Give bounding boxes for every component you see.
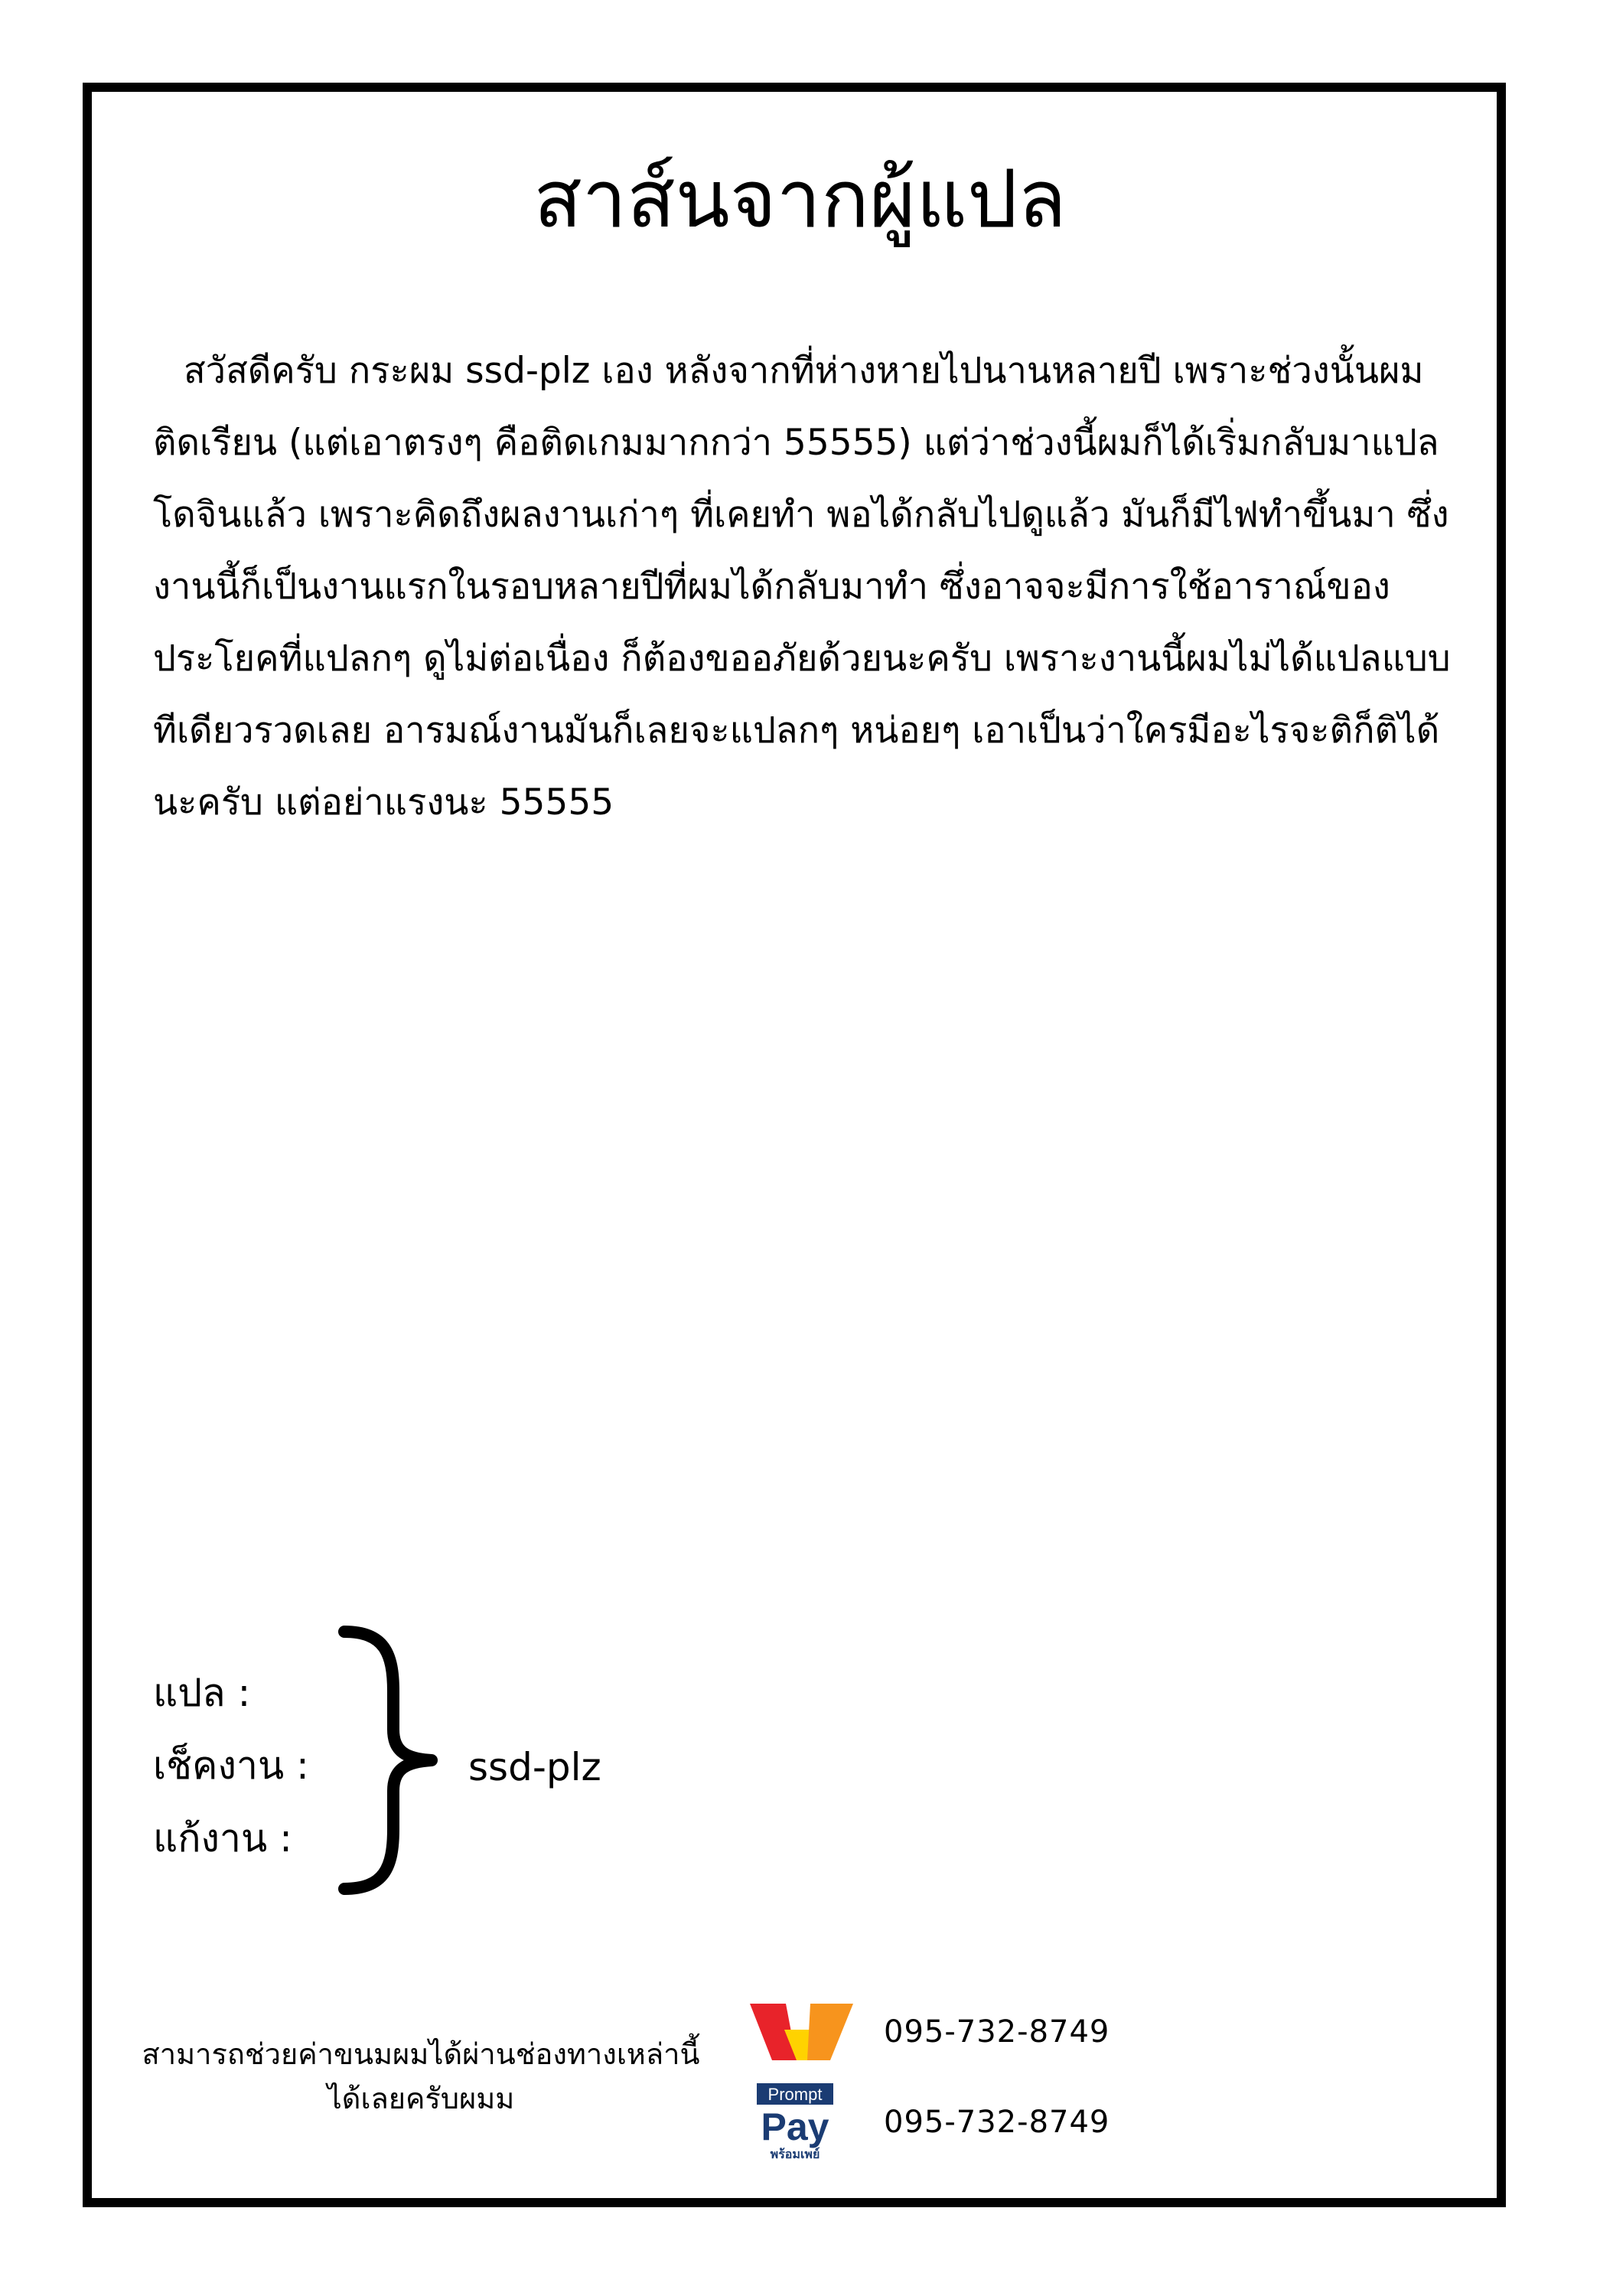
credit-translate-label: แปล : <box>153 1671 251 1715</box>
curly-brace-icon <box>337 1623 444 1898</box>
page-title: สาส์นจากผู้แปล <box>533 152 1067 246</box>
credit-edit-label: แก้งาน : <box>153 1816 292 1861</box>
donate-text: สามารถช่วยค่าขนมผมได้ผ่านช่องทางเหล่านี้ได้เลยครับผมม <box>142 2037 700 2115</box>
credit-name: ssd-plz <box>468 1745 601 1789</box>
promptpay-logo-top: Prompt <box>767 2085 823 2104</box>
promptpay-logo-main: Pay <box>761 2105 829 2148</box>
translator-message: สวัสดีครับ กระผม ssd-plz เอง หลังจากที่ห่างหายไปนานหลายปี เพราะช่วงนั้นผมติดเรียน (แต่เอาตรงๆ คือติดเกมมากกว่า 55555) แต่ว่าช่วงนี้ผมก็ได้เริ่มกลับมาแปลโดจินแล้ว เพราะคิดถึงผลงานเก่าๆ ที่เคยทำ พอได้กลับไปดูแล้ว มันก็มีไฟทำขึ้นมา ซึ่งงานนี้ก็เป็นงานแรกในรอบหลายปีที่ผมได้กลับมาทำ ซึ่งอาจจะมีการใช้อาราณ์ของประโยคที่แปลกๆ ดูไม่ต่อเนื่อง ก็ต้องขออภัยด้วยนะครับ เพราะงานนี้ผมไม่ได้แปลแบบทีเดียวรวดเลย อารมณ์งานมันก็เลยจะแปลกๆ หน่อยๆ เอาเป็นว่าใครมีอะไรจะติก็ติได้นะครับ แต่อย่าแรงนะ 55555 <box>153 350 1451 823</box>
credit-check-label: เช็คงาน : <box>153 1743 309 1788</box>
truemoney-row <box>746 1990 1205 2074</box>
promptpay-icon <box>746 2080 857 2164</box>
promptpay-logo-sub: พร้อมเพย์ <box>770 2147 820 2161</box>
truemoney-wallet-icon <box>746 1990 857 2074</box>
promptpay-number: 095-732-8749 <box>884 2105 1110 2140</box>
truemoney-number: 095-732-8749 <box>884 2014 1110 2050</box>
promptpay-row <box>746 2080 1205 2164</box>
